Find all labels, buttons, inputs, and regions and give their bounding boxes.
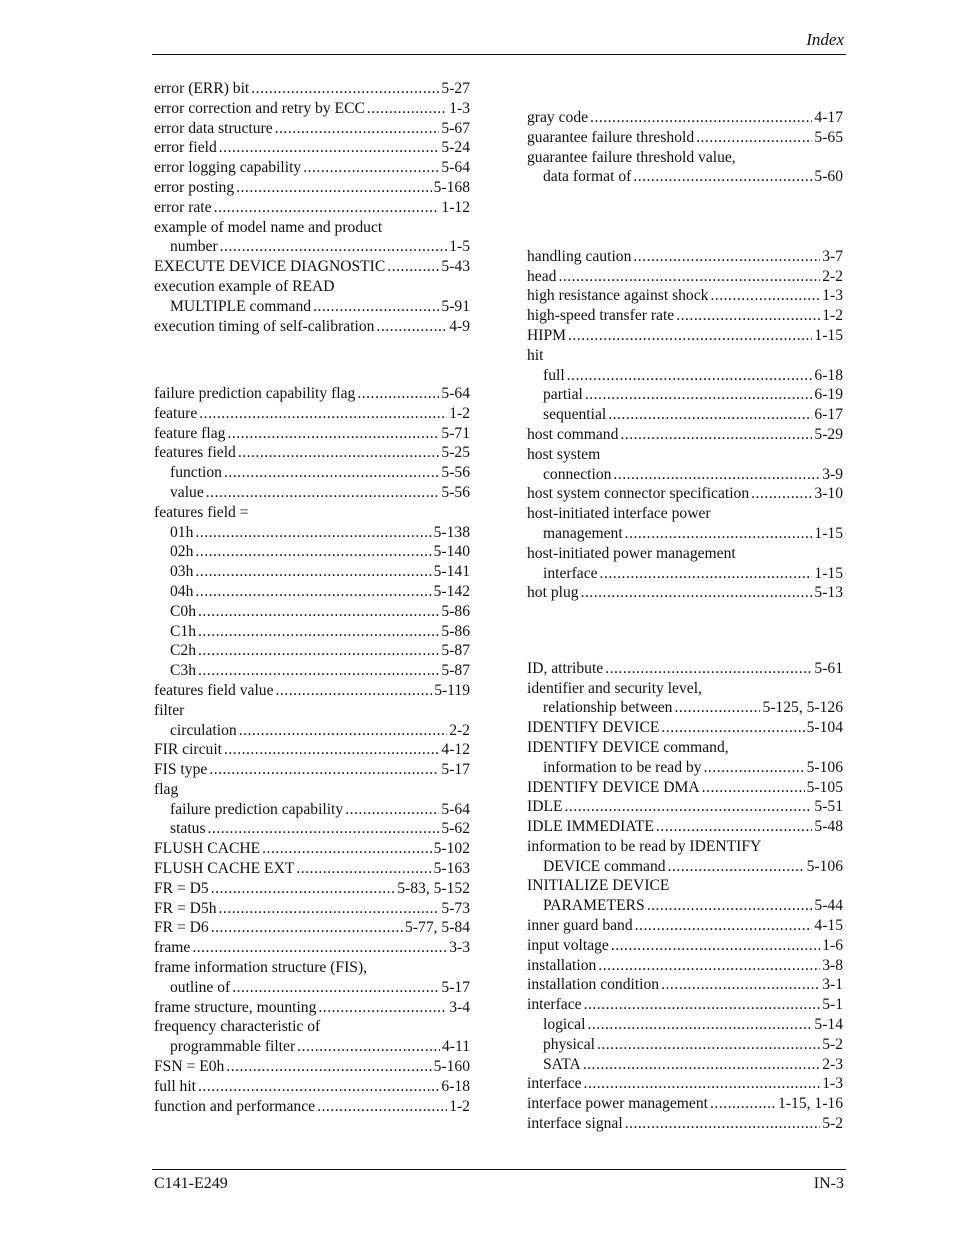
index-subentry: connection ..... 3-9 xyxy=(527,465,843,485)
index-entry: FIS type ..... 5-17 xyxy=(154,760,470,780)
index-heading: INITIALIZE DEVICE xyxy=(527,877,670,895)
index-entry: interface ..... 1-3 xyxy=(527,1074,843,1094)
index-entry: hot plug ..... 5-13 xyxy=(527,583,843,603)
index-entry: frame structure, mounting ..... 3-4 xyxy=(154,998,470,1018)
index-subentry: value ..... 5-56 xyxy=(154,483,470,503)
section-gap xyxy=(154,356,470,376)
index-subentry: status ..... 5-62 xyxy=(154,819,470,839)
index-heading: information to be read by IDENTIFY xyxy=(527,837,762,855)
index-entry: IDLE IMMEDIATE ..... 5-48 xyxy=(527,817,843,837)
running-header-title: Index xyxy=(806,30,844,49)
index-subentry: information to be read by ..... 5-106 xyxy=(527,758,843,778)
index-subentry: C0h ..... 5-86 xyxy=(154,602,470,622)
index-entry: error logging capability ..... 5-64 xyxy=(154,158,470,178)
index-heading: filter xyxy=(154,701,185,719)
index-subentry: 03h ..... 5-141 xyxy=(154,562,470,582)
index-heading: frame information structure (FIS), xyxy=(154,959,368,977)
index-entry: ID, attribute ..... 5-61 xyxy=(527,659,843,679)
index-entry: IDENTIFY DEVICE ..... 5-104 xyxy=(527,718,843,738)
index-subentry: physical ..... 5-2 xyxy=(527,1035,843,1055)
index-entry: error data structure ..... 5-67 xyxy=(154,119,470,139)
index-entry: interface ..... 5-1 xyxy=(527,995,843,1015)
index-entry: function and performance ..... 1-2 xyxy=(154,1097,470,1117)
index-heading: host-initiated interface power xyxy=(527,505,711,523)
index-entry: full hit ..... 6-18 xyxy=(154,1077,470,1097)
index-heading: identifier and security level, xyxy=(527,679,702,697)
index-subentry: relationship between ..... 5-125, 5-126 xyxy=(527,698,843,718)
index-entry: input voltage ..... 1-6 xyxy=(527,936,843,956)
index-column-right xyxy=(527,108,843,1134)
index-heading: example of model name and product xyxy=(154,218,383,236)
page-number: IN-3 xyxy=(813,1175,844,1192)
index-subentry: outline of ..... 5-17 xyxy=(154,978,470,998)
document-id: C141-E249 xyxy=(154,1175,228,1192)
index-subentry: number ..... 1-5 xyxy=(154,237,470,257)
index-entry: high-speed transfer rate ..... 1-2 xyxy=(527,306,843,326)
index-subentry: 02h ..... 5-140 xyxy=(154,542,470,562)
section-gap xyxy=(527,207,843,227)
index-entry: FR = D5 ..... 5-83, 5-152 xyxy=(154,879,470,899)
index-heading: guarantee failure threshold value, xyxy=(527,148,736,166)
index-heading: frequency characteristic of xyxy=(154,1018,321,1036)
index-subentry: C1h ..... 5-86 xyxy=(154,622,470,642)
footer-rule xyxy=(152,1169,846,1170)
index-subentry: SATA ..... 2-3 xyxy=(527,1055,843,1075)
index-subentry: C3h ..... 5-87 xyxy=(154,661,470,681)
index-entry: error rate ..... 1-12 xyxy=(154,198,470,218)
index-subentry: DEVICE command ..... 5-106 xyxy=(527,857,843,877)
index-entry: handling caution ..... 3-7 xyxy=(527,247,843,267)
section-gap xyxy=(154,336,470,356)
index-entry: FSN = E0h ..... 5-160 xyxy=(154,1057,470,1077)
index-subentry: PARAMETERS ..... 5-44 xyxy=(527,896,843,916)
index-subentry: C2h ..... 5-87 xyxy=(154,641,470,661)
index-subentry: function ..... 5-56 xyxy=(154,463,470,483)
index-entry: frame ..... 3-3 xyxy=(154,938,470,958)
index-heading: features field = xyxy=(154,503,249,521)
index-entry: HIPM ..... 1-15 xyxy=(527,326,843,346)
index-entry: host command ..... 5-29 xyxy=(527,425,843,445)
index-entry: FIR circuit ..... 4-12 xyxy=(154,740,470,760)
index-heading: flag xyxy=(154,780,179,798)
index-subentry: sequential ..... 6-17 xyxy=(527,405,843,425)
index-entry: IDENTIFY DEVICE DMA ..... 5-105 xyxy=(527,778,843,798)
index-subentry: MULTIPLE command ..... 5-91 xyxy=(154,297,470,317)
index-heading: host system xyxy=(527,445,601,463)
index-entry: failure prediction capability flag ..... 5-64 xyxy=(154,384,470,404)
index-subentry: data format of ..... 5-60 xyxy=(527,167,843,187)
index-entry: interface power management ..... 1-15, 1-16 xyxy=(527,1094,843,1114)
index-entry: inner guard band ..... 4-15 xyxy=(527,916,843,936)
index-entry: gray code ..... 4-17 xyxy=(527,108,843,128)
index-entry: error field ..... 5-24 xyxy=(154,138,470,158)
index-entry: host system connector specification ..... 3-10 xyxy=(527,484,843,504)
index-subentry: failure prediction capability ..... 5-64 xyxy=(154,800,470,820)
index-subentry: interface ..... 1-15 xyxy=(527,564,843,584)
index-entry: execution timing of self-calibration ..... 4-9 xyxy=(154,317,470,337)
index-subentry: full ..... 6-18 xyxy=(527,366,843,386)
index-subentry: management ..... 1-15 xyxy=(527,524,843,544)
index-heading: IDENTIFY DEVICE command, xyxy=(527,738,729,756)
index-entry: EXECUTE DEVICE DIAGNOSTIC ..... 5-43 xyxy=(154,257,470,277)
index-entry: feature ..... 1-2 xyxy=(154,404,470,424)
index-column-left xyxy=(154,79,470,1116)
index-entry: IDLE ..... 5-51 xyxy=(527,797,843,817)
index-heading: host-initiated power management xyxy=(527,544,736,562)
index-entry: FLUSH CACHE ..... 5-102 xyxy=(154,839,470,859)
index-subentry: 04h ..... 5-142 xyxy=(154,582,470,602)
index-subentry: 01h ..... 5-138 xyxy=(154,523,470,543)
header-rule xyxy=(152,54,846,55)
index-entry: guarantee failure threshold ..... 5-65 xyxy=(527,128,843,148)
index-entry: interface signal ..... 5-2 xyxy=(527,1114,843,1134)
index-subentry: programmable filter ..... 4-11 xyxy=(154,1037,470,1057)
index-entry: features field ..... 5-25 xyxy=(154,443,470,463)
index-heading: hit xyxy=(527,346,544,364)
section-gap xyxy=(527,603,843,623)
index-entry: features field value ..... 5-119 xyxy=(154,681,470,701)
section-gap xyxy=(527,187,843,207)
index-entry: head ..... 2-2 xyxy=(527,267,843,287)
index-heading: execution example of READ xyxy=(154,277,335,295)
index-entry: error (ERR) bit ..... 5-27 xyxy=(154,79,470,99)
section-gap xyxy=(527,623,843,643)
index-entry: installation condition ..... 3-1 xyxy=(527,975,843,995)
index-entry: installation ..... 3-8 xyxy=(527,956,843,976)
index-subentry: circulation ..... 2-2 xyxy=(154,721,470,741)
index-entry: feature flag ..... 5-71 xyxy=(154,424,470,444)
index-entry: high resistance against shock ..... 1-3 xyxy=(527,286,843,306)
index-entry: FR = D6 ..... 5-77, 5-84 xyxy=(154,918,470,938)
index-entry: error correction and retry by ECC ..... 1-3 xyxy=(154,99,470,119)
index-entry: error posting ..... 5-168 xyxy=(154,178,470,198)
index-entry: FLUSH CACHE EXT ..... 5-163 xyxy=(154,859,470,879)
index-entry: FR = D5h ..... 5-73 xyxy=(154,899,470,919)
index-subentry: logical ..... 5-14 xyxy=(527,1015,843,1035)
index-subentry: partial ..... 6-19 xyxy=(527,385,843,405)
